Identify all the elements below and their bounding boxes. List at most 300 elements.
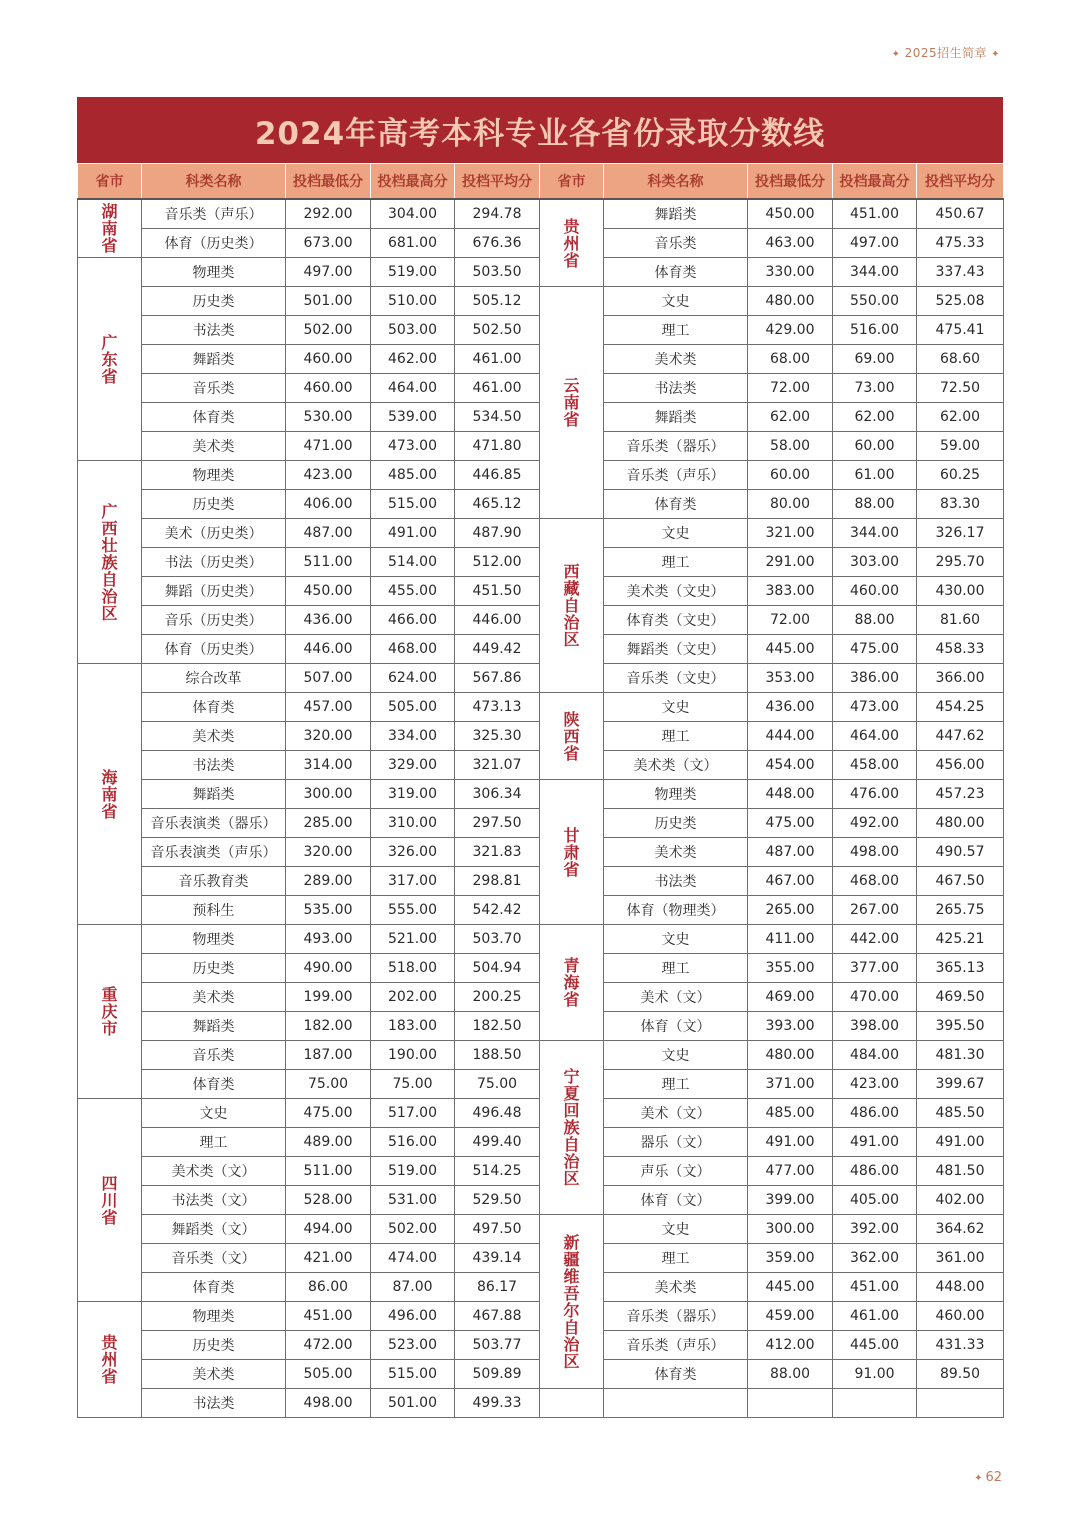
min-score-cell: 535.00 [286,896,371,925]
avg-score-cell: 567.86 [455,664,540,693]
max-score-cell: 455.00 [371,577,455,606]
max-score-cell: 624.00 [371,664,455,693]
max-score-cell: 505.00 [371,693,455,722]
category-cell: 物理类 [142,461,286,490]
avg-score-cell: 402.00 [917,1186,1004,1215]
province-name: 贵州省 [563,216,580,270]
avg-score-cell: 297.50 [455,809,540,838]
avg-score-cell: 499.33 [455,1389,540,1418]
avg-score-cell: 676.36 [455,229,540,258]
min-score-cell: 355.00 [748,954,833,983]
min-score-cell: 469.00 [748,983,833,1012]
max-score-cell: 344.00 [833,519,917,548]
max-score-cell: 474.00 [371,1244,455,1273]
avg-score-cell: 62.00 [917,403,1004,432]
max-score-cell: 445.00 [833,1331,917,1360]
min-score-cell: 475.00 [286,1099,371,1128]
avg-score-cell: 366.00 [917,664,1004,693]
category-cell: 美术（历史类） [142,519,286,548]
category-cell: 美术类 [604,345,748,374]
category-cell: 历史类 [142,954,286,983]
min-score-cell: 507.00 [286,664,371,693]
empty-cell [748,1389,833,1418]
category-cell: 文史 [604,1041,748,1070]
avg-score-cell: 503.70 [455,925,540,954]
min-score-cell: 436.00 [748,693,833,722]
score-table [77,163,1004,1418]
category-cell: 舞蹈类 [142,345,286,374]
province-name: 海南省 [101,767,118,821]
avg-score-cell: 481.50 [917,1157,1004,1186]
category-cell: 舞蹈类（文） [142,1215,286,1244]
min-score-cell: 86.00 [286,1273,371,1302]
max-score-cell: 190.00 [371,1041,455,1070]
max-score-cell: 442.00 [833,925,917,954]
category-cell: 体育类 [142,1070,286,1099]
max-score-cell: 326.00 [371,838,455,867]
max-score-cell: 519.00 [371,258,455,287]
table-body [78,199,1004,1418]
max-score-cell: 475.00 [833,635,917,664]
category-cell: 美术类 [142,722,286,751]
max-score-cell: 484.00 [833,1041,917,1070]
category-cell: 舞蹈类 [604,199,748,229]
category-cell: 音乐表演类（器乐） [142,809,286,838]
col-header: 科类名称 [604,164,748,200]
avg-score-cell: 306.34 [455,780,540,809]
min-score-cell: 487.00 [748,838,833,867]
max-score-cell: 392.00 [833,1215,917,1244]
max-score-cell: 492.00 [833,809,917,838]
diamond-star-icon: ✦ [974,1473,983,1484]
max-score-cell: 183.00 [371,1012,455,1041]
category-cell: 舞蹈（历史类） [142,577,286,606]
max-score-cell: 517.00 [371,1099,455,1128]
min-score-cell: 265.00 [748,896,833,925]
min-score-cell: 457.00 [286,693,371,722]
category-cell: 音乐类（器乐） [604,1302,748,1331]
col-header: 科类名称 [142,164,286,200]
max-score-cell: 69.00 [833,345,917,374]
max-score-cell: 317.00 [371,867,455,896]
province-cell [78,258,142,461]
avg-score-cell: 514.25 [455,1157,540,1186]
max-score-cell: 202.00 [371,983,455,1012]
avg-score-cell: 431.33 [917,1331,1004,1360]
max-score-cell: 88.00 [833,490,917,519]
max-score-cell: 464.00 [371,374,455,403]
max-score-cell: 88.00 [833,606,917,635]
category-cell: 舞蹈类 [142,1012,286,1041]
category-cell: 美术类 [604,838,748,867]
min-score-cell: 406.00 [286,490,371,519]
brochure-tag-text: 2025招生简章 [904,46,988,60]
category-cell: 书法类 [142,751,286,780]
avg-score-cell: 321.07 [455,751,540,780]
brochure-tag [888,44,1004,61]
category-cell: 美术（文） [604,983,748,1012]
category-cell: 音乐类 [142,374,286,403]
category-cell: 历史类 [604,809,748,838]
min-score-cell: 62.00 [748,403,833,432]
category-cell: 文史 [604,519,748,548]
min-score-cell: 199.00 [286,983,371,1012]
province-cell [78,925,142,1099]
province-name: 青海省 [563,956,580,1009]
min-score-cell: 480.00 [748,1041,833,1070]
category-cell: 体育类（文史） [604,606,748,635]
category-cell: 舞蹈类 [604,403,748,432]
max-score-cell: 91.00 [833,1360,917,1389]
max-score-cell: 362.00 [833,1244,917,1273]
min-score-cell: 491.00 [748,1128,833,1157]
min-score-cell: 72.00 [748,374,833,403]
min-score-cell: 72.00 [748,606,833,635]
category-cell: 历史类 [142,1331,286,1360]
avg-score-cell: 461.00 [455,374,540,403]
min-score-cell: 528.00 [286,1186,371,1215]
max-score-cell: 319.00 [371,780,455,809]
avg-score-cell: 59.00 [917,432,1004,461]
category-cell: 书法类 [142,316,286,345]
avg-score-cell: 456.00 [917,751,1004,780]
category-cell: 理工 [604,954,748,983]
max-score-cell: 510.00 [371,287,455,316]
max-score-cell: 518.00 [371,954,455,983]
category-cell: 文史 [604,693,748,722]
max-score-cell: 555.00 [371,896,455,925]
avg-score-cell: 321.83 [455,838,540,867]
min-score-cell: 436.00 [286,606,371,635]
avg-score-cell: 467.88 [455,1302,540,1331]
province-cell [540,199,604,287]
category-cell: 书法类 [604,867,748,896]
min-score-cell: 393.00 [748,1012,833,1041]
min-score-cell: 493.00 [286,925,371,954]
min-score-cell: 359.00 [748,1244,833,1273]
avg-score-cell: 497.50 [455,1215,540,1244]
province-cell [78,461,142,664]
max-score-cell: 423.00 [833,1070,917,1099]
max-score-cell: 496.00 [371,1302,455,1331]
category-cell: 综合改革 [142,664,286,693]
min-score-cell: 330.00 [748,258,833,287]
min-score-cell: 498.00 [286,1389,371,1418]
max-score-cell: 503.00 [371,316,455,345]
avg-score-cell: 265.75 [917,896,1004,925]
min-score-cell: 480.00 [748,287,833,316]
avg-score-cell: 68.60 [917,345,1004,374]
max-score-cell: 514.00 [371,548,455,577]
category-cell: 美术类（文） [142,1157,286,1186]
category-cell: 物理类 [142,925,286,954]
category-cell: 美术类（文） [604,751,748,780]
avg-score-cell: 496.48 [455,1099,540,1128]
max-score-cell: 473.00 [371,432,455,461]
min-score-cell: 182.00 [286,1012,371,1041]
avg-score-cell: 395.50 [917,1012,1004,1041]
max-score-cell: 486.00 [833,1157,917,1186]
avg-score-cell: 481.30 [917,1041,1004,1070]
min-score-cell: 450.00 [748,199,833,229]
col-header: 投档平均分 [455,164,540,200]
province-cell [540,925,604,1041]
category-cell: 音乐类 [604,229,748,258]
avg-score-cell: 454.25 [917,693,1004,722]
max-score-cell: 502.00 [371,1215,455,1244]
max-score-cell: 310.00 [371,809,455,838]
province-cell [540,1041,604,1215]
category-cell: 音乐类（声乐） [604,461,748,490]
table-row [78,1389,1004,1418]
min-score-cell: 88.00 [748,1360,833,1389]
min-score-cell: 487.00 [286,519,371,548]
category-cell: 体育（历史类） [142,635,286,664]
col-header: 投档最低分 [748,164,833,200]
max-score-cell: 466.00 [371,606,455,635]
category-cell: 美术（文） [604,1099,748,1128]
avg-score-cell: 534.50 [455,403,540,432]
category-cell: 音乐类 [142,1041,286,1070]
min-score-cell: 187.00 [286,1041,371,1070]
page-number [974,1470,1002,1485]
province-cell [78,1302,142,1418]
min-score-cell: 497.00 [286,258,371,287]
avg-score-cell: 60.25 [917,461,1004,490]
min-score-cell: 444.00 [748,722,833,751]
avg-score-cell: 512.00 [455,548,540,577]
min-score-cell: 300.00 [286,780,371,809]
province-name: 广东省 [101,332,118,386]
max-score-cell: 462.00 [371,345,455,374]
avg-score-cell: 503.77 [455,1331,540,1360]
min-score-cell: 314.00 [286,751,371,780]
province-name: 新疆维吾尔自治区 [563,1232,580,1371]
avg-score-cell: 529.50 [455,1186,540,1215]
avg-score-cell: 365.13 [917,954,1004,983]
category-cell: 物理类 [142,258,286,287]
min-score-cell: 446.00 [286,635,371,664]
min-score-cell: 511.00 [286,1157,371,1186]
max-score-cell: 62.00 [833,403,917,432]
province-cell [78,1099,142,1302]
max-score-cell: 516.00 [371,1128,455,1157]
avg-score-cell: 465.12 [455,490,540,519]
avg-score-cell: 75.00 [455,1070,540,1099]
max-score-cell: 451.00 [833,1273,917,1302]
min-score-cell: 80.00 [748,490,833,519]
col-header: 投档最高分 [371,164,455,200]
category-cell: 音乐教育类 [142,867,286,896]
avg-score-cell: 451.50 [455,577,540,606]
max-score-cell: 87.00 [371,1273,455,1302]
max-score-cell: 460.00 [833,577,917,606]
min-score-cell: 448.00 [748,780,833,809]
avg-score-cell: 337.43 [917,258,1004,287]
min-score-cell: 450.00 [286,577,371,606]
min-score-cell: 459.00 [748,1302,833,1331]
col-header: 省市 [78,164,142,200]
avg-score-cell: 542.42 [455,896,540,925]
title-bar [77,97,1003,163]
max-score-cell: 550.00 [833,287,917,316]
province-cell [540,287,604,519]
avg-score-cell: 487.90 [455,519,540,548]
avg-score-cell: 425.21 [917,925,1004,954]
category-cell: 物理类 [604,780,748,809]
avg-score-cell: 485.50 [917,1099,1004,1128]
avg-score-cell: 525.08 [917,287,1004,316]
category-cell: 体育（历史类） [142,229,286,258]
min-score-cell: 320.00 [286,838,371,867]
min-score-cell: 421.00 [286,1244,371,1273]
category-cell: 理工 [604,548,748,577]
category-cell: 文史 [604,925,748,954]
province-cell [540,519,604,693]
max-score-cell: 303.00 [833,548,917,577]
category-cell: 书法类 [142,1389,286,1418]
avg-score-cell: 448.00 [917,1273,1004,1302]
max-score-cell: 405.00 [833,1186,917,1215]
min-score-cell: 445.00 [748,1273,833,1302]
min-score-cell: 530.00 [286,403,371,432]
min-score-cell: 371.00 [748,1070,833,1099]
avg-score-cell: 361.00 [917,1244,1004,1273]
max-score-cell: 458.00 [833,751,917,780]
category-cell: 美术类（文史） [604,577,748,606]
avg-score-cell: 325.30 [455,722,540,751]
max-score-cell: 468.00 [833,867,917,896]
category-cell: 音乐类（文史） [604,664,748,693]
min-score-cell: 485.00 [748,1099,833,1128]
min-score-cell: 412.00 [748,1331,833,1360]
category-cell: 书法类 [604,374,748,403]
avg-score-cell: 490.57 [917,838,1004,867]
table-row [78,780,1004,809]
avg-score-cell: 72.50 [917,374,1004,403]
max-score-cell: 485.00 [371,461,455,490]
min-score-cell: 460.00 [286,374,371,403]
max-score-cell: 473.00 [833,693,917,722]
min-score-cell: 494.00 [286,1215,371,1244]
avg-score-cell: 295.70 [917,548,1004,577]
table-row [78,199,1004,229]
category-cell: 体育类 [142,403,286,432]
max-score-cell: 486.00 [833,1099,917,1128]
min-score-cell: 75.00 [286,1070,371,1099]
category-cell: 体育类 [142,1273,286,1302]
max-score-cell: 491.00 [833,1128,917,1157]
category-cell: 美术类 [604,1273,748,1302]
table-row [78,925,1004,954]
category-cell: 体育类 [604,1360,748,1389]
max-score-cell: 501.00 [371,1389,455,1418]
min-score-cell: 471.00 [286,432,371,461]
category-cell: 音乐表演类（声乐） [142,838,286,867]
min-score-cell: 411.00 [748,925,833,954]
min-score-cell: 454.00 [748,751,833,780]
min-score-cell: 501.00 [286,287,371,316]
avg-score-cell: 89.50 [917,1360,1004,1389]
category-cell: 理工 [142,1128,286,1157]
min-score-cell: 321.00 [748,519,833,548]
province-name: 广西壮族自治区 [101,501,118,623]
max-score-cell: 329.00 [371,751,455,780]
min-score-cell: 502.00 [286,316,371,345]
table-row [78,287,1004,316]
col-header: 省市 [540,164,604,200]
category-cell: 体育类 [604,258,748,287]
min-score-cell: 399.00 [748,1186,833,1215]
category-cell: 物理类 [142,1302,286,1331]
avg-score-cell: 430.00 [917,577,1004,606]
category-cell: 体育类 [604,490,748,519]
max-score-cell: 523.00 [371,1331,455,1360]
category-cell: 舞蹈类 [142,780,286,809]
avg-score-cell: 399.67 [917,1070,1004,1099]
avg-score-cell: 469.50 [917,983,1004,1012]
avg-score-cell: 326.17 [917,519,1004,548]
diamond-star-icon: ✦ [891,49,901,60]
max-score-cell: 468.00 [371,635,455,664]
avg-score-cell: 83.30 [917,490,1004,519]
min-score-cell: 505.00 [286,1360,371,1389]
empty-cell [917,1389,1004,1418]
max-score-cell: 75.00 [371,1070,455,1099]
category-cell: 体育（物理类） [604,896,748,925]
province-name: 云南省 [563,376,580,429]
category-cell: 体育（文） [604,1186,748,1215]
category-cell: 音乐类（文） [142,1244,286,1273]
category-cell: 声乐（文） [604,1157,748,1186]
max-score-cell: 515.00 [371,1360,455,1389]
max-score-cell: 516.00 [833,316,917,345]
min-score-cell: 489.00 [286,1128,371,1157]
province-name: 贵州省 [101,1333,118,1386]
avg-score-cell: 81.60 [917,606,1004,635]
avg-score-cell: 86.17 [455,1273,540,1302]
category-cell: 理工 [604,1070,748,1099]
category-cell: 历史类 [142,490,286,519]
max-score-cell: 61.00 [833,461,917,490]
max-score-cell: 386.00 [833,664,917,693]
diamond-star-icon: ✦ [991,49,1000,60]
min-score-cell: 472.00 [286,1331,371,1360]
category-cell: 音乐类（器乐） [604,432,748,461]
col-header: 投档最低分 [286,164,371,200]
min-score-cell: 292.00 [286,199,371,229]
min-score-cell: 423.00 [286,461,371,490]
category-cell: 历史类 [142,287,286,316]
max-score-cell: 515.00 [371,490,455,519]
avg-score-cell: 457.23 [917,780,1004,809]
avg-score-cell: 364.62 [917,1215,1004,1244]
province-cell [540,693,604,780]
category-cell: 文史 [604,1215,748,1244]
min-score-cell: 60.00 [748,461,833,490]
max-score-cell: 470.00 [833,983,917,1012]
avg-score-cell: 491.00 [917,1128,1004,1157]
max-score-cell: 451.00 [833,199,917,229]
min-score-cell: 353.00 [748,664,833,693]
max-score-cell: 521.00 [371,925,455,954]
min-score-cell: 289.00 [286,867,371,896]
min-score-cell: 68.00 [748,345,833,374]
category-cell: 美术类 [142,1360,286,1389]
min-score-cell: 320.00 [286,722,371,751]
avg-score-cell: 200.25 [455,983,540,1012]
category-cell: 美术类 [142,983,286,1012]
